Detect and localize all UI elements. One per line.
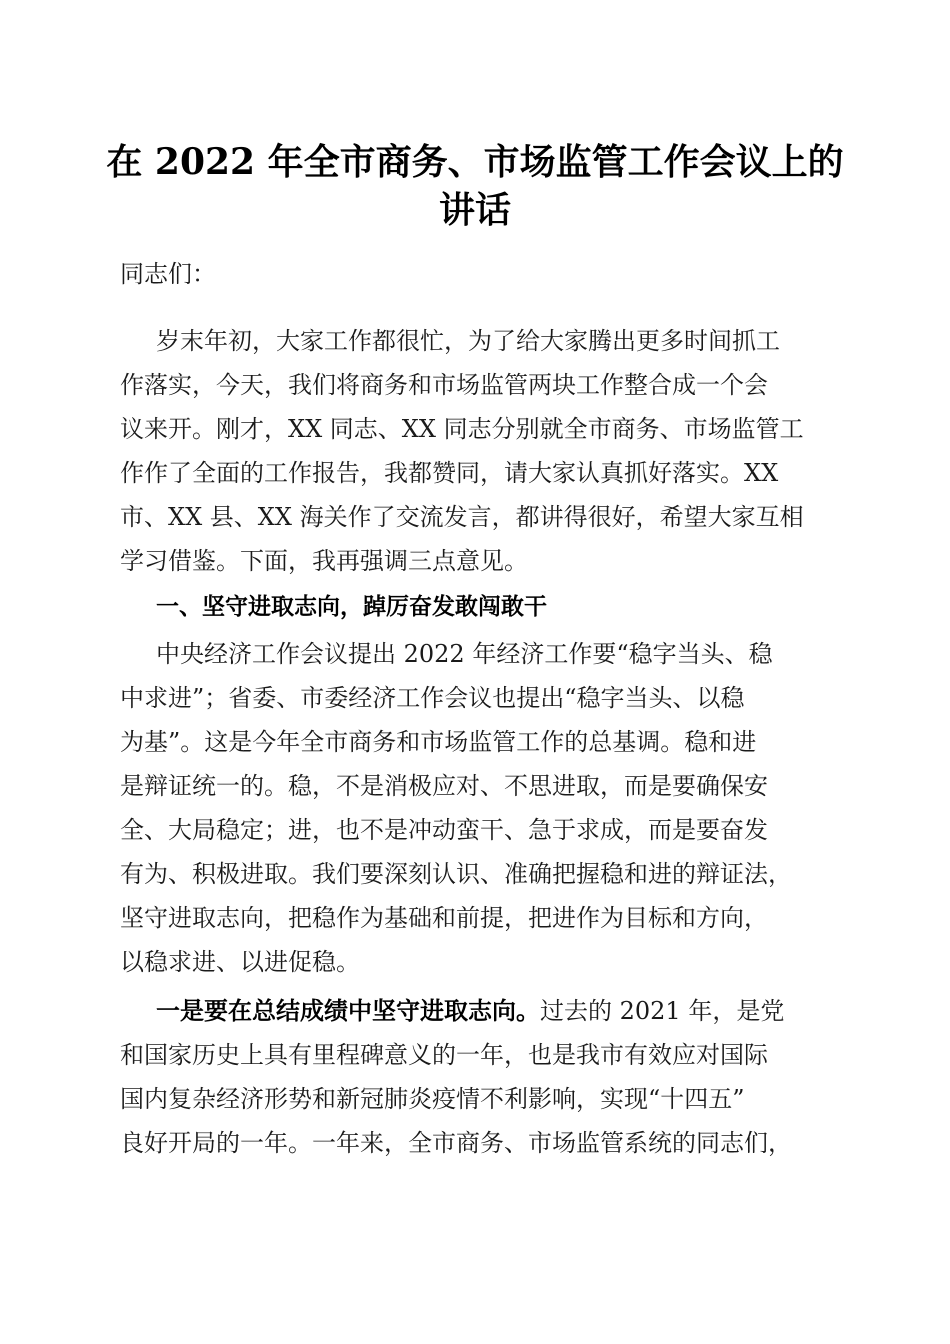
- paragraph-3-bold-lead: 一是要在总结成绩中坚守进取志向。: [156, 996, 540, 1025]
- document-title-line-2: 讲话: [438, 189, 511, 231]
- paragraph-3-line: 良好开局的一年。一年来，全市商务、市场监管系统的同志们，: [120, 1129, 792, 1157]
- paragraph-2-line: 为基”。这是今年全市商务和市场监管工作的总基调。稳和进: [120, 728, 757, 756]
- salutation: 同志们：: [120, 260, 216, 288]
- paragraph-1-line: 岁末年初，大家工作都很忙，为了给大家腾出更多时间抓工: [156, 327, 780, 355]
- paragraph-3-line: 和国家历史上具有里程碑意义的一年，也是我市有效应对国际: [120, 1041, 768, 1069]
- paragraph-2-line: 中央经济工作会议提出 2022 年经济工作要“稳字当头、稳: [156, 640, 773, 668]
- paragraph-2-line: 中求进”；省委、市委经济工作会议也提出“稳字当头、以稳: [120, 684, 745, 712]
- section-heading-1: 一、坚守进取志向，踔厉奋发敢闯敢干: [156, 594, 547, 620]
- paragraph-2-line: 全、大局稳定；进，也不是冲动蛮干、急于求成，而是要奋发: [120, 816, 768, 844]
- paragraph-3-first-rest: 过去的 2021 年，是党: [540, 997, 785, 1025]
- paragraph-1-line: 作作了全面的工作报告，我都赞同，请大家认真抓好落实。XX: [120, 459, 779, 487]
- paragraph-2-line: 是辩证统一的。稳，不是消极应对、不思进取，而是要确保安: [120, 772, 768, 800]
- document-title-line-1: 在 2022 年全市商务、市场监管工作会议上的: [106, 141, 844, 183]
- paragraph-1-line: 作落实，今天，我们将商务和市场监管两块工作整合成一个会: [120, 371, 768, 399]
- paragraph-2-line: 坚守进取志向，把稳作为基础和前提，把进作为目标和方向，: [120, 904, 768, 932]
- paragraph-3-first-line: [156, 993, 840, 1029]
- paragraph-2-line: 以稳求进、以进促稳。: [120, 948, 360, 976]
- paragraph-2-line: 有为、积极进取。我们要深刻认识、准确把握稳和进的辩证法，: [120, 860, 792, 888]
- paragraph-1-line: 市、XX 县、XX 海关作了交流发言，都讲得很好，希望大家互相: [120, 503, 804, 531]
- paragraph-1-line: 学习借鉴。下面，我再强调三点意见。: [120, 547, 528, 575]
- paragraph-1-line: 议来开。刚才，XX 同志、XX 同志分别就全市商务、市场监管工: [120, 415, 804, 443]
- paragraph-3-line: 国内复杂经济形势和新冠肺炎疫情不利影响，实现“十四五”: [120, 1085, 745, 1113]
